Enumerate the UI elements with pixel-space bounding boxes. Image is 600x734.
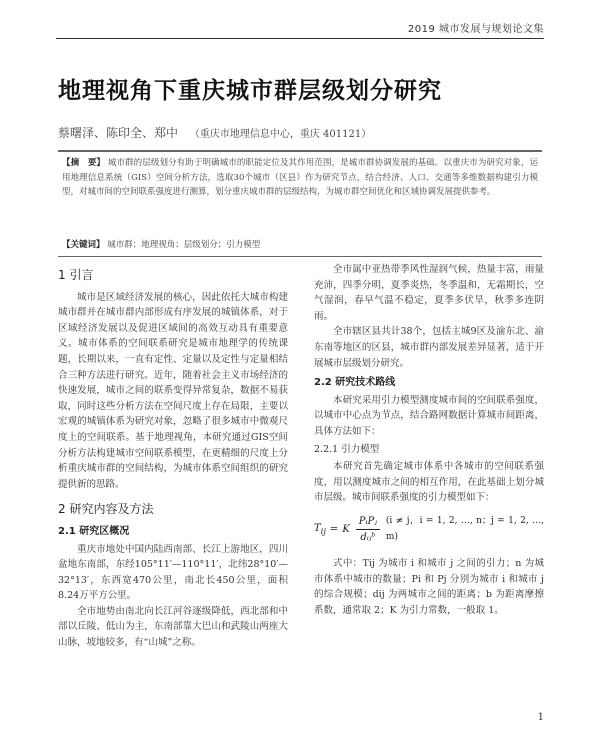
author-affiliation: （重庆市地理信息中心，重庆 401121） xyxy=(189,129,372,140)
formula-denominator: dᵢⱼᵇ xyxy=(360,532,376,544)
paragraph-area-3: 全市属中亚热带季风性湿润气候，热量丰富，雨量充沛，四季分明，夏季炎热，冬季温和，无霜期长，空气湿润，春早气温不稳定，夏季多伏旱，秋季多连阴雨。 xyxy=(314,264,544,322)
formula-fraction xyxy=(356,514,380,546)
author-line xyxy=(58,124,542,141)
formula-lhs: $T_{ij}$ xyxy=(314,522,326,536)
right-column xyxy=(314,262,544,618)
header-rule xyxy=(56,38,544,39)
abstract-text: 城市群的层级划分有助于明确城市的职能定位及其作用范围，是城市群协调发展的基础。以重庆市为研究对象，运用地理信息系统（GIS）空间分析方法，选取30个城市（区县）作为研究节点，结合经济、人口、交通等多维数据构建引力模型，对城市间的空间联系强度进行测算，划分重庆城市群的层级结构，为城市群空间优化和区域协调发展提供参考。 xyxy=(62,158,538,197)
paragraph-intro: 城市是区域经济发展的核心，因此依托大城市构建城市群并在城市群内部形成有序发展的城镇体系，对于区域经济发展以及促进区域间的高效互动具有重要意义。城市体系的空间联系研究是城市地理学的传统课题，长期以来，一直有定性、定量以及定性与定量相结合三种方法进行研究。近年，随着社会主义市场经济的快速发展，城市之间的联系变得异常复杂，数据不易获取，同时这些分析方法在空间尺度上存在局限，主要以宏观的城镇体系为研究对象，忽略了很多城市中微观尺度上的空间联系。基于地理视角，本研究通过GIS空间分析方法构建城市空间联系模型，在更精细的尺度上分析重庆城市群的空间结构，为城市体系空间组织的研究提供新的思路。 xyxy=(58,291,288,490)
abstract-label: 【摘 要】 xyxy=(62,158,106,168)
abstract xyxy=(62,156,538,200)
formula-numerator: PᵢPⱼ xyxy=(356,514,380,531)
subsection-title-area: 2.1 研究区概况 xyxy=(58,525,130,537)
section-title-method: 2 研究内容及方法 xyxy=(58,502,154,517)
keywords-text: 城市群；地理视角；层级划分；引力模型 xyxy=(107,240,261,250)
section-title-intro: 1 引言 xyxy=(58,268,94,282)
paragraph-area-2: 全市地势由南北向长江河谷逐级降低，西北部和中部以丘陵、低山为主，东南部靠大巴山和武陵山两座大山脉，坡地较多，有“山城”之称。 xyxy=(58,605,288,649)
formula-k: K xyxy=(342,524,350,536)
left-column xyxy=(58,262,288,651)
page-number: 1 xyxy=(537,712,544,723)
formula-condition: (i ≠ j，i = 1, 2, …, n；j = 1, 2, …, m) xyxy=(385,516,544,542)
subsection-title-design: 2.2 研究技术路线 xyxy=(314,377,396,389)
gravity-formula: $T_{ij}$ = K $\frac{\text{PᵢPⱼ}}{\text{dᵢⱼᵇ}}$ (i ≠ j，i = 1, 2, …, n；j = 1, 2, …, m) xyxy=(314,510,544,550)
author-names: 蔡曙泽、陈印全、郑中 xyxy=(58,126,179,140)
paragraph-design: 本研究采用引力模型测度城市间的空间联系强度，以城市中心点为节点，结合路网数据计算城市间距离，具体方法如下： xyxy=(314,394,544,437)
keywords-label: 【关键词】 xyxy=(62,240,105,250)
journal-header: 2019 城市发展与规划论文集 xyxy=(407,24,544,35)
paper-title: 地理视角下重庆城市群层级划分研究 xyxy=(58,78,442,104)
paragraph-model-2: 式中：Tij 为城市 i 和城市 j 之间的引力；n 为城市体系中城市的数量；Pi 和 Pj 分别为城市 i 和城市 j 的综合规模；dij 为两城市之间的距离；b 为距离摩擦系数，通常取 2；K 为引力常数，一般取 1。 xyxy=(314,557,544,616)
keywords xyxy=(62,238,538,250)
paragraph-model-1: 本研究首先确定城市体系中各城市的空间联系强度，用以测度城市之间的相互作用，在此基础上划分城市层级。城市间联系强度的引力模型如下： xyxy=(314,461,544,504)
paragraph-area-1: 重庆市地处中国内陆西南部、长江上游地区，四川盆地东南部，东经105°11′—110°11′，北纬28°10′—32°13′，东西宽470公里，南北长450公里，面积8.24万平方公里。 xyxy=(58,543,288,602)
paragraph-area-4: 全市辖区县共计38个，包括主城9区及渝东北、渝东南等地区的区县，城市群内部发展差异显著，适于开展城市层级划分研究。 xyxy=(314,326,544,369)
subsubsection-title-model: 2.2.1 引力模型 xyxy=(314,443,380,455)
